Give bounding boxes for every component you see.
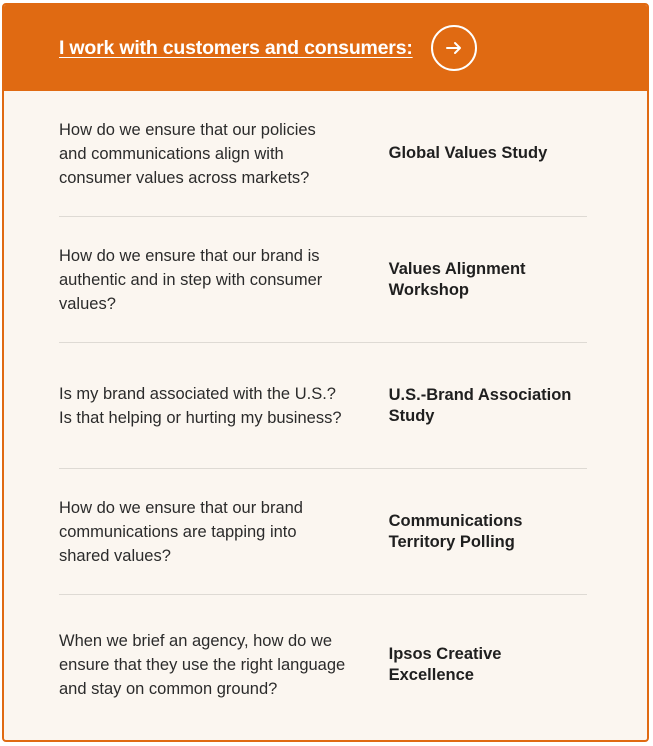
header-title-link[interactable]: I work with customers and consumers: — [59, 36, 413, 59]
list-item — [59, 469, 587, 595]
service-link[interactable]: Global Values Study — [388, 144, 548, 162]
list-item — [59, 595, 587, 735]
card-header — [4, 5, 647, 91]
service-link[interactable]: Ipsos Creative Excellence — [388, 645, 502, 684]
question-text: How do we ensure that our brand communications are tapping into shared values? — [59, 498, 303, 565]
question-text: When we brief an agency, how do we ensure that they use the right language and stay on common ground? — [59, 632, 346, 698]
service-link[interactable]: U.S.-Brand Association Study — [388, 385, 572, 425]
service-link[interactable]: Communications Territory Polling — [388, 511, 523, 551]
arrow-right-icon — [446, 41, 462, 55]
customers-consumers-card — [2, 3, 649, 742]
question-text: How do we ensure that our brand is authentic and in step with consumer values? — [59, 246, 323, 313]
expand-arrow-button[interactable] — [431, 25, 477, 71]
service-link[interactable]: Values Alignment Workshop — [388, 259, 526, 299]
question-list — [4, 91, 647, 735]
list-item — [59, 217, 587, 343]
question-text: How do we ensure that our policies and communications align with consumer values across markets? — [59, 120, 316, 187]
question-text: Is my brand associated with the U.S.? Is that helping or hurting my business? — [59, 384, 342, 427]
list-item — [59, 343, 587, 469]
list-item — [59, 91, 587, 217]
